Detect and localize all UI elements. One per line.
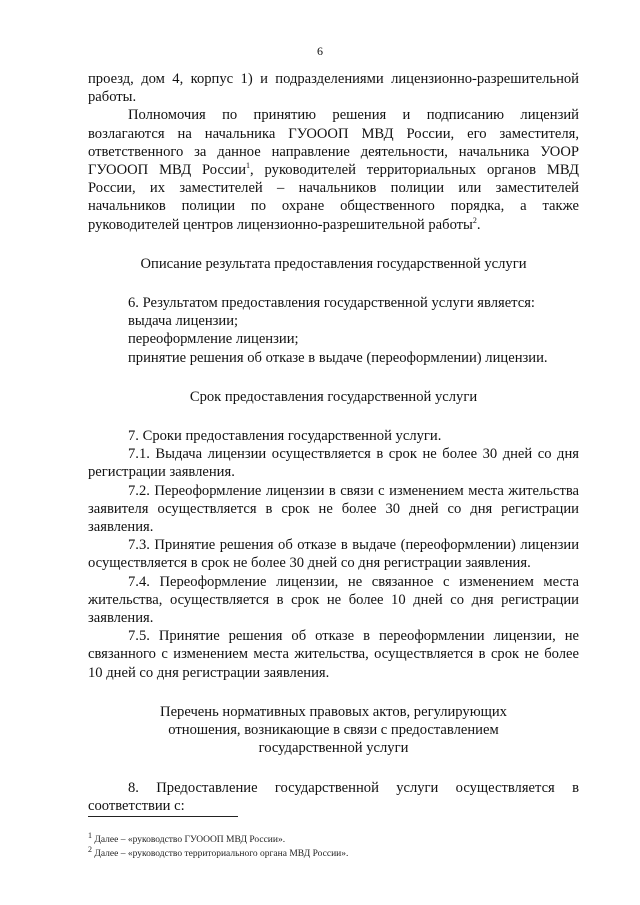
item-7-2: 7.2. Переоформление лицензии в связи с изменением места жительства заявителя осуществляется в срок не более 30 дней со дня регистрации заявления. [88,482,579,536]
paragraph-intro: проезд, дом 4, корпус 1) и подразделениями лицензионно-разрешительной работы. [88,71,579,106]
heading-result: Описание результата предоставления государственной услуги [140,255,527,272]
heading-acts-line: отношения, возникающие в связи с предоставлением [168,722,499,739]
item-7-1: 7.1. Выдача лицензии осуществляется в срок не более 30 дней со дня регистрации заявления. [88,446,579,481]
footnote-ref-1: 1 [246,161,251,171]
item-6-line: переоформление лицензии; [128,331,299,348]
heading-acts-line: государственной услуги [258,740,409,757]
footnote-ref-2: 2 [472,215,477,225]
paragraph-powers: Полномочия по принятию решения и подписанию лицензий возлагаются на начальника ГУОООП МВД России, его заместителя, ответственного за данное направление деятельности, начальника УООР ГУОООП МВД России$^1$, руководителей территориальных органов МВД России, их заместителей – начальников полиции или заместителей начальников полиции по охране общественного порядка, а также руководителей центров лицензионно-разрешительной работы$^2$. [88,107,579,233]
heading-acts-line: Перечень нормативных правовых актов, регулирующих [160,703,507,720]
footnote-2: $^2$ Далее – «руководство территориального органа МВД России». [88,844,349,859]
page-number: 6 [317,44,323,58]
item-8: 8. Предоставление государственной услуги осуществляется в соответствии с: [88,779,579,814]
footnote-divider [88,816,238,817]
document-body [88,70,579,815]
item-6-line: принятие решения об отказе в выдаче (переоформлении) лицензии. [128,349,548,366]
item-7-3: 7.3. Принятие решения об отказе в выдаче (переоформлении) лицензии осуществляется в срок не более 30 дней со дня регистрации заявления. [88,537,579,572]
item-7: 7. Сроки предоставления государственной услуги. [128,428,442,445]
item-6-line: выдача лицензии; [128,313,239,330]
footnote-1: $^1$ Далее – «руководство ГУОООП МВД России». [88,830,286,845]
item-7-5: 7.5. Принятие решения об отказе в переоформлении лицензии, не связанного с изменением места жительства, осуществляется в срок не более 10 дней со дня регистрации заявления. [88,628,579,681]
heading-term: Срок предоставления государственной услуги [189,388,478,405]
item-7-4: 7.4. Переоформление лицензии, не связанное с изменением места жительства, осуществляется в срок не более 10 дней со дня регистрации заявления. [88,573,579,627]
item-6: 6. Результатом предоставления государственной услуги является: [128,295,535,312]
